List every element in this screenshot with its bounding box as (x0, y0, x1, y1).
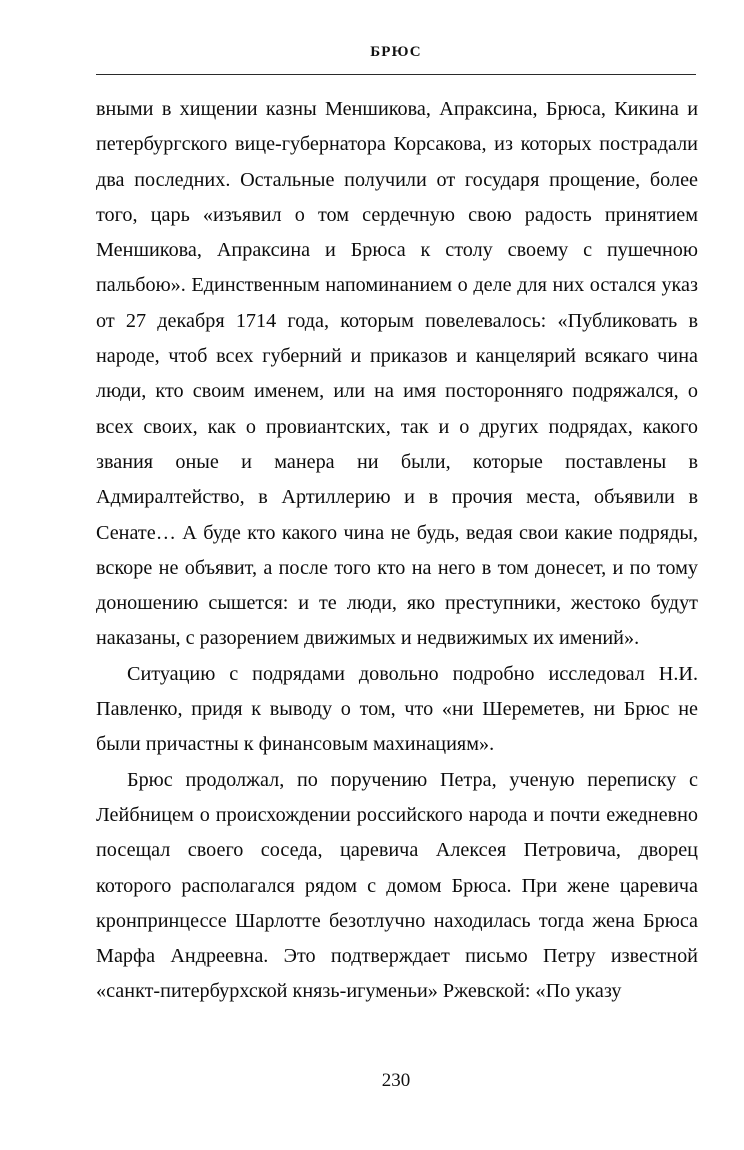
page-number: 230 (381, 1070, 411, 1091)
paragraph: Брюс продолжал, по поручению Петра, ученую переписку с Лейбницем о происхождении российского народа и почти ежедневно посещал своего соседа, царевича Алексея Петровича, дворец которого располагался рядом с домом Брюса. При жене царевича кронпринцессе Шарлотте безотлучно находилась тогда жена Брюса Марфа Андреевна. Это подтверждает письмо Петру известной «санкт-питербурхской князь-игуменьи» Ржевской: «По указу (96, 768, 698, 1003)
paragraph: Ситуацию с подрядами довольно подробно исследовал Н.И. Павленко, придя к выводу о том, что «ни Шереметев, ни Брюс не были причастны к финансовым махинациям». (96, 662, 698, 756)
paragraph: вными в хищении казны Меншикова, Апраксина, Брюса, Кикина и петербургского вице-губернатора Корсакова, из которых пострадали два последних. Остальные получили от государя прощение, более того, царь «изъявил о том сердечную свою радость принятием Меншикова, Апраксина и Брюса к столу своему с пушечною пальбою». Единственным напоминанием о деле для них остался указ от 27 декабря 1714 года, которым повелевалось: «Публиковать в народе, чтоб всех губерний и приказов и канцелярий всякаго чина люди, кто своим именем, или на имя посторонняго подряжался, о всех своих, как о провиантских, так и о других подрядах, какого звания оные и манера ни были, которые поставлены в Адмиралтейство, в Артиллерию и в прочия места, объявили в Сенате… А буде кто какого чина не будь, ведая свои какие подряды, вскоре не объявит, а после того кто на него в том донесет, и по тому доношению сышется: и те люди, яко преступники, жестоко будут наказаны, с разорением движимых и недвижимых их имений». (96, 98, 698, 650)
body-text (96, 92, 698, 1010)
header-rule (96, 74, 696, 75)
running-head: БРЮС (370, 44, 422, 60)
